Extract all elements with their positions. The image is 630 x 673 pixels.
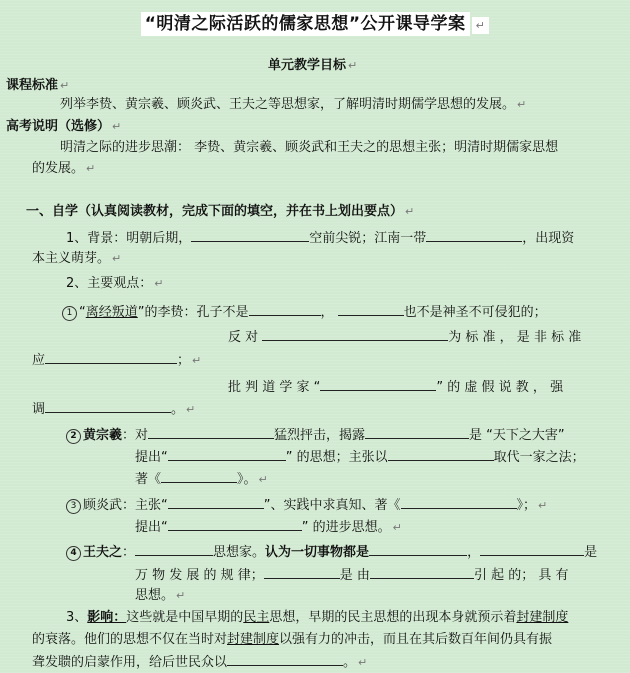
paragraph-mark: ↵ [472, 17, 490, 34]
blank-field[interactable] [168, 447, 286, 461]
blank-field[interactable] [135, 542, 213, 556]
blank-field[interactable] [264, 565, 340, 579]
unit-goal-heading: 单元教学目标 ↵ [268, 58, 358, 73]
blank-field[interactable] [401, 495, 517, 509]
title-text: “明清之际活跃的儒家思想”公开课导学案 [141, 12, 470, 36]
lizhi-line-1: 1 “离经叛道”的李贽：孔子不是 ， 也不是神圣不可侵犯的； [62, 302, 547, 322]
blank-field[interactable] [161, 469, 237, 483]
blank-field[interactable] [388, 447, 494, 461]
lizhi-line-3: 应 ； ↵ [32, 350, 201, 370]
blank-field[interactable] [249, 302, 321, 316]
self-study-heading: 一、自学（认真阅读教材，完成下面的填空，并在书上划出要点） ↵ [26, 204, 415, 219]
number-circle: 1 [62, 306, 77, 321]
blank-field[interactable] [191, 228, 309, 242]
number-circle: 3 [66, 499, 81, 514]
influence-line-1: 3、影响：这些就是中国早期的民主思想，早期的民主思想的出现本身就预示着封建制度 [66, 610, 569, 625]
huang-line-3: 著《 》。 ↵ [135, 469, 268, 489]
main-views: 2、主要观点： ↵ [66, 276, 164, 291]
lizhi-line-5: 调 。 ↵ [32, 399, 195, 419]
blank-field[interactable] [262, 327, 448, 341]
blank-field[interactable] [148, 425, 274, 439]
number-circle: 2 [66, 429, 81, 444]
blank-field[interactable] [320, 377, 436, 391]
blank-field[interactable] [480, 542, 584, 556]
blank-field[interactable] [369, 542, 467, 556]
blank-field[interactable] [45, 350, 177, 364]
exam-heading: 高考说明（选修） ↵ [6, 119, 122, 134]
number-circle: 4 [66, 546, 81, 561]
background-line-2: 本主义萌芽。 ↵ [32, 251, 122, 266]
blank-field[interactable] [227, 652, 343, 666]
curriculum-heading: 课程标准 ↵ [6, 78, 70, 93]
wang-line-2: 万 物 发 展 的 规 律； 是 由 引 起 的； 具 有 [135, 565, 568, 585]
curriculum-text: 列举李贽、黄宗羲、顾炎武、王夫之等思想家，了解明清时期儒学思想的发展。 ↵ [60, 97, 527, 112]
blank-field[interactable] [168, 517, 302, 531]
blank-field[interactable] [370, 565, 474, 579]
huang-line-2: 提出“ ” 的思想；主张以 取代一家之法； [135, 447, 585, 467]
blank-field[interactable] [338, 302, 404, 316]
page-title [0, 9, 630, 34]
wang-line-3: 思想。 ↵ [135, 588, 186, 603]
blank-field[interactable] [426, 228, 522, 242]
gu-line-1: 3 顾炎武：主张“ ”、实践中求真知、著《 》； ↵ [66, 495, 547, 515]
influence-line-2: 的衰落。他们的思想不仅在当时对封建制度以强有力的冲击，而且在其后数百年间仍具有振 [32, 632, 553, 647]
exam-text-2: 的发展。 ↵ [32, 161, 96, 176]
blank-field[interactable] [168, 495, 264, 509]
lizhi-line-2: 反 对 为 标 准 ， 是 非 标 准 [228, 327, 581, 347]
blank-field[interactable] [365, 425, 469, 439]
blank-field[interactable] [45, 399, 171, 413]
background-line: 1、背景：明朝后期， 空前尖锐；江南一带 ，出现资 [66, 228, 574, 248]
lizhi-line-4: 批 判 道 学 家 “ ” 的 虚 假 说 教 ， 强 [228, 377, 563, 397]
wang-line-1: 4 王夫之： 思想家。认为一切事物都是 ， 是 [66, 542, 597, 562]
exam-text-1: 明清之际的进步思潮： 李贽、黄宗羲、顾炎武和王夫之的思想主张；明清时期儒家思想 [60, 140, 559, 155]
huang-line-1: 2 黄宗羲：对 猛烈抨击，揭露 是 “天下之大害” [66, 425, 565, 445]
gu-line-2: 提出“ ” 的进步思想。 ↵ [135, 517, 402, 537]
influence-line-3: 聋发聩的启蒙作用，给后世民众以 。 ↵ [32, 652, 367, 672]
